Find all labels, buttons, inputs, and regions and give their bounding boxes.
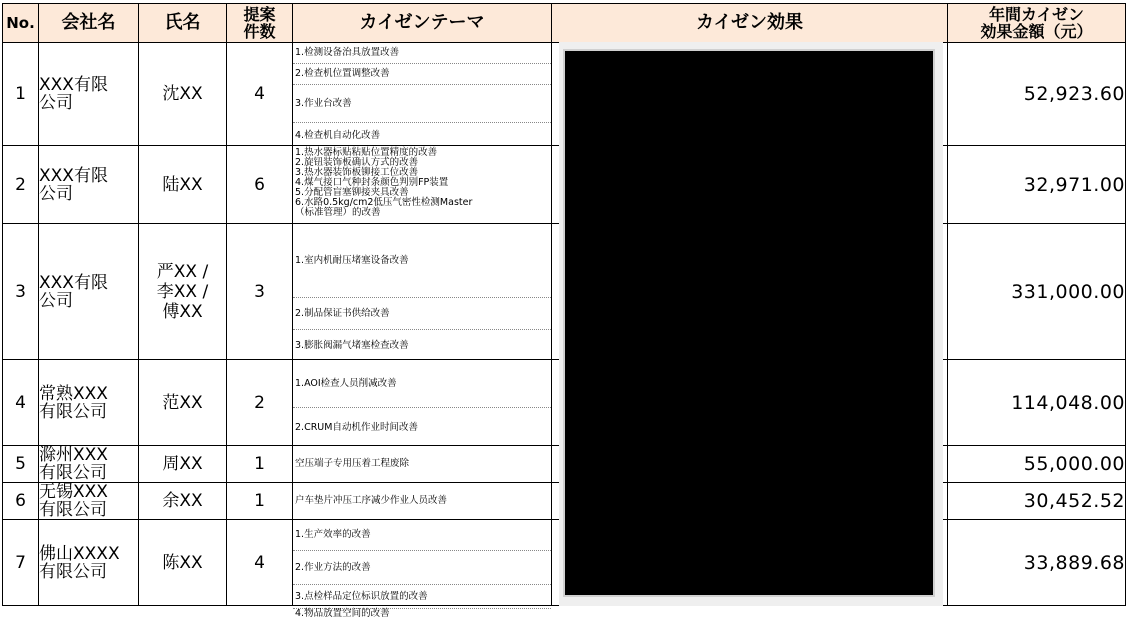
row-no: 5 [3,446,39,483]
theme-item: 3.热水器装饰板铆接工位改善 [295,167,419,178]
theme-item: 2.作业方法的改善 [293,551,551,585]
row-name [139,146,227,224]
row-no: 6 [3,483,39,520]
effect-image-redacted [563,49,935,597]
theme-list [293,360,551,445]
header-theme: カイゼンテーマ [293,4,552,43]
company-line: XXX有限 [39,272,108,293]
name-line: 陈XX [162,552,203,573]
row-themes [293,446,552,483]
row-company [39,224,139,360]
row-count: 3 [227,224,293,360]
company-line: XXX有限 [39,165,108,186]
theme-item: 1.生产效率的改善 [293,520,551,551]
row-amount: 32,971.00 [948,146,1126,224]
theme-item: 1.检测设备治具放置改善 [293,43,551,64]
row-themes [293,483,552,520]
name-line: 李XX / [156,281,209,302]
theme-item: 3.膨胀阀漏气堵塞检查改善 [295,340,409,351]
company-line: 公司 [39,93,73,113]
theme-item: 2.CRUM自动机作业时间改善 [295,421,418,433]
theme-list [293,483,551,518]
name-line: 陆XX [162,174,203,195]
row-no: 4 [3,360,39,446]
theme-list [293,446,551,482]
row-themes [293,224,552,360]
theme-item: 5.分配管盲塞铆接夹具改善 [295,187,409,198]
row-count: 4 [227,43,293,146]
theme-item: 1.室内机耐压堵塞设备改善 [293,224,551,298]
theme-item: 6.水路0.5kg/cm2低压气密性检测Master [295,197,473,208]
theme-list [293,224,551,359]
row-themes [293,360,552,446]
row-amount: 33,889.68 [948,520,1126,606]
row-name [139,520,227,606]
theme-list [293,146,551,223]
name-line: 沈XX [162,84,203,104]
header-name: 氏名 [139,4,227,43]
row-name [139,360,227,446]
name-line: 严XX / [156,261,209,282]
header-row [3,4,1126,43]
row-themes [293,520,552,619]
row-no: 3 [3,224,39,360]
row-count: 2 [227,360,293,446]
row-amount: 55,000.00 [948,446,1126,483]
name-line: 傅XX [162,301,203,322]
row-company [39,446,139,483]
row-name [139,483,227,520]
row-count: 1 [227,446,293,483]
row-company [39,483,139,520]
theme-item: 户车垫片冲压工序减少作业人员改善 [295,494,448,506]
name-line: 范XX [162,392,203,413]
row-name [139,224,227,360]
theme-list [293,43,551,145]
row-company [39,146,139,224]
row-company [39,43,139,146]
header-company: 会社名 [39,4,139,43]
row-company [39,360,139,446]
row-name [139,43,227,146]
row-themes [293,146,552,224]
company-line: 有限公司 [39,561,107,582]
header-amount-line1: 年間カイゼン [988,5,1085,24]
name-line: 周XX [162,454,203,474]
row-no: 1 [3,43,39,146]
header-count-line2: 件数 [243,22,276,41]
header-count [227,4,293,43]
header-count-line1: 提案 [243,5,276,24]
header-amount-line2: 効果金額（元） [980,22,1093,41]
theme-item: 2.制品保证书供给改善 [293,298,551,330]
theme-item: 空压端子专用压着工程废除 [295,458,410,469]
theme-item: 3.点检样品定位标识放置的改善 [293,585,551,609]
theme-item: 4.煤气接口气种封条颜色判别FP装置 [295,177,449,188]
company-line: 滁州XXX [39,445,108,465]
theme-item: 1.AOI检查人员削减改善 [293,360,551,408]
theme-item: 1.热水器标贴粘贴位置精度的改善 [295,147,438,158]
row-company [39,520,139,606]
theme-item: 3.作业台改善 [293,85,551,123]
header-no: No. [3,4,39,43]
name-line: 余XX [162,491,203,511]
company-line: 无锡XXX [39,482,108,502]
row-count: 6 [227,146,293,224]
row-amount: 52,923.60 [948,43,1126,146]
row-no: 2 [3,146,39,224]
row-amount: 30,452.52 [948,483,1126,520]
row-count: 1 [227,483,293,520]
company-line: 有限公司 [39,401,107,422]
theme-item: （标准管理）的改善 [295,207,381,218]
company-line: 佛山XXXX [39,543,120,564]
company-line: 常熟XXX [39,383,108,404]
row-count: 4 [227,520,293,606]
theme-item: 2.检查机位置调整改善 [293,64,551,85]
theme-item: 2.旋钮装饰板确认方式的改善 [295,157,419,168]
theme-item: 4.检查机自动化改善 [295,130,381,141]
company-line: XXX有限 [39,75,108,95]
theme-item: 4.物品放置空间的改善 [295,608,390,619]
row-amount: 331,000.00 [948,224,1126,360]
company-line: 公司 [39,183,73,204]
theme-list [293,520,551,619]
company-line: 有限公司 [39,500,107,520]
row-name [139,446,227,483]
header-amount [948,4,1126,43]
row-themes [293,43,552,146]
row-no: 7 [3,520,39,606]
row-amount: 114,048.00 [948,360,1126,446]
company-line: 有限公司 [39,463,107,483]
company-line: 公司 [39,290,73,311]
header-effect: カイゼン効果 [552,4,948,43]
